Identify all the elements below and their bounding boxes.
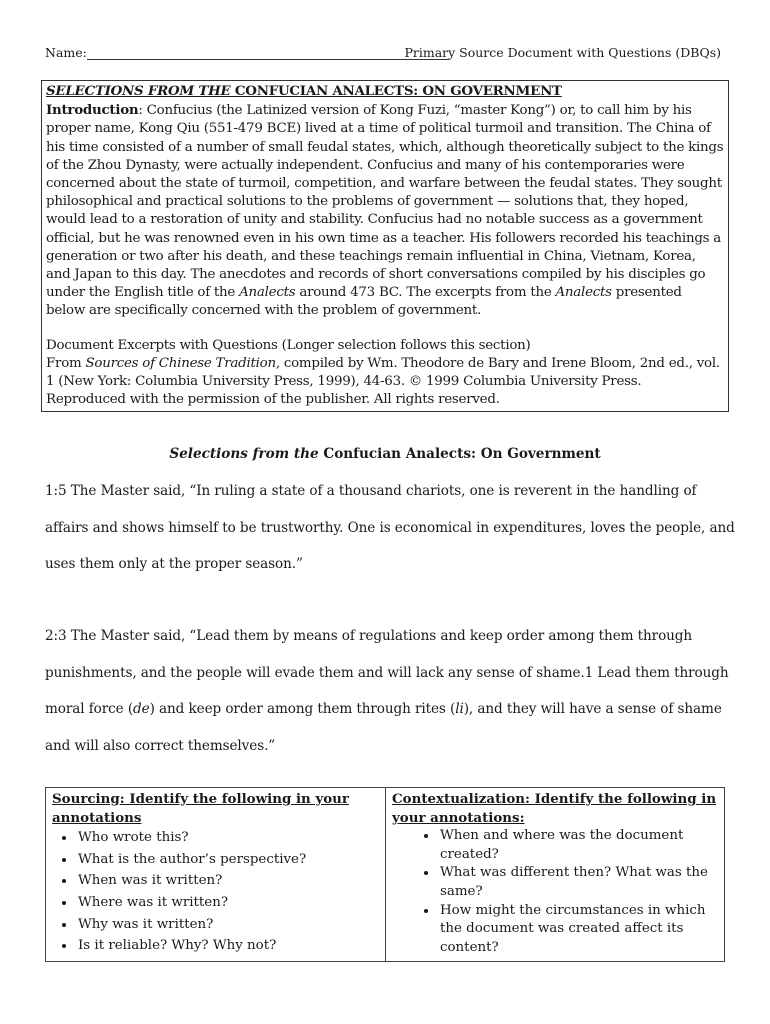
questions-table bbox=[45, 787, 725, 962]
contextualization-list bbox=[392, 827, 718, 957]
list-item: • What was different then? What was the same? bbox=[438, 864, 718, 901]
page-header bbox=[45, 45, 725, 65]
document-type-label: Primary Source Document with Questions (DBQs) bbox=[404, 45, 721, 60]
analects-passage-2-3: 2:3 The Master said, “Lead them by means of regulations and keep order among them through punishments, and the people will evade them and will lack any sense of shame.1 Lead them through moral force (de) and keep order among them through rites (li), and they will have a sense of shame and will also correct themselves.” bbox=[45, 628, 729, 754]
contextualization-heading: Contextualization: Identify the following in your annotations: bbox=[392, 791, 717, 826]
list-item: • When and where was the document created? bbox=[438, 827, 718, 864]
contextualization-cell bbox=[386, 788, 725, 962]
selections-title: Selections from the Confucian Analects: On Government bbox=[169, 446, 601, 462]
list-item: • How might the circumstances in which the document was created affect its content? bbox=[438, 902, 718, 958]
source-citation: From Sources of Chinese Tradition, compiled by Wm. Theodore de Bary and Irene Bloom, 2nd ed., vol. 1 (New York: Columbia University Press, 1999), 44-63. © 1999 Columbia University Press. Reproduced with the permission of the publisher. All rights reserved. bbox=[46, 355, 720, 408]
intro-paragraph: Introduction: Confucius (the Latinized version of Kong Fuzi, “master Kong”) or, to call him by his proper name, Kong Qiu (551-479 BCE) lived at a time of political turmoil and transition. The China of his time consisted of a number of small feudal states, which, although theoretically subject to the kings of the Zhou Dynasty, were actually independent. Confucius and many of his contemporaries were concerned about the state of turmoil, competition, and warfare between the feudal states. They sought philosophical and practical solutions to the problems of government — solutions that, they hoped, would lead to a restoration of unity and stability. Confucius had no notable success as a government official, but he was renowned even in his own time as a teacher. His followers recorded his teachings a generation or two after his death, and these teachings remain influential in China, Vietnam, Korea, and Japan to this day. The anecdotes and records of short conversations compiled by his disciples go under the English title of the Analects around 473 BC. The excerpts from the Analects presented below are specifically concerned with the problem of government. bbox=[46, 102, 724, 319]
sourcing-list bbox=[52, 827, 379, 957]
name-blank-line[interactable] bbox=[87, 59, 449, 60]
introduction-box bbox=[41, 80, 729, 412]
list-item: • Is it reliable? Why? Why not? bbox=[76, 935, 379, 957]
analects-passage-1-5: 1:5 The Master said, “In ruling a state of a thousand chariots, one is reverent in the handling of affairs and shows himself to be trustworthy. One is economical in expenditures, loves the people, and uses them only at the proper season.” bbox=[45, 483, 735, 572]
list-item: • Why was it written? bbox=[76, 914, 379, 936]
excerpts-line: Document Excerpts with Questions (Longer selection follows this section) bbox=[46, 337, 531, 353]
list-item: • Who wrote this? bbox=[76, 827, 379, 849]
intro-label: Introduction bbox=[46, 102, 139, 119]
list-item: • Where was it written? bbox=[76, 892, 379, 914]
list-item: • When was it written? bbox=[76, 870, 379, 892]
sourcing-heading: Sourcing: Identify the following in your annotations bbox=[52, 791, 349, 826]
name-label: Name: bbox=[45, 45, 87, 60]
list-item: • What is the author’s perspective? bbox=[76, 849, 379, 871]
intro-title: SELECTIONS FROM THE CONFUCIAN ANALECTS: ON GOVERNMENT bbox=[46, 83, 562, 99]
sourcing-cell bbox=[46, 788, 386, 962]
